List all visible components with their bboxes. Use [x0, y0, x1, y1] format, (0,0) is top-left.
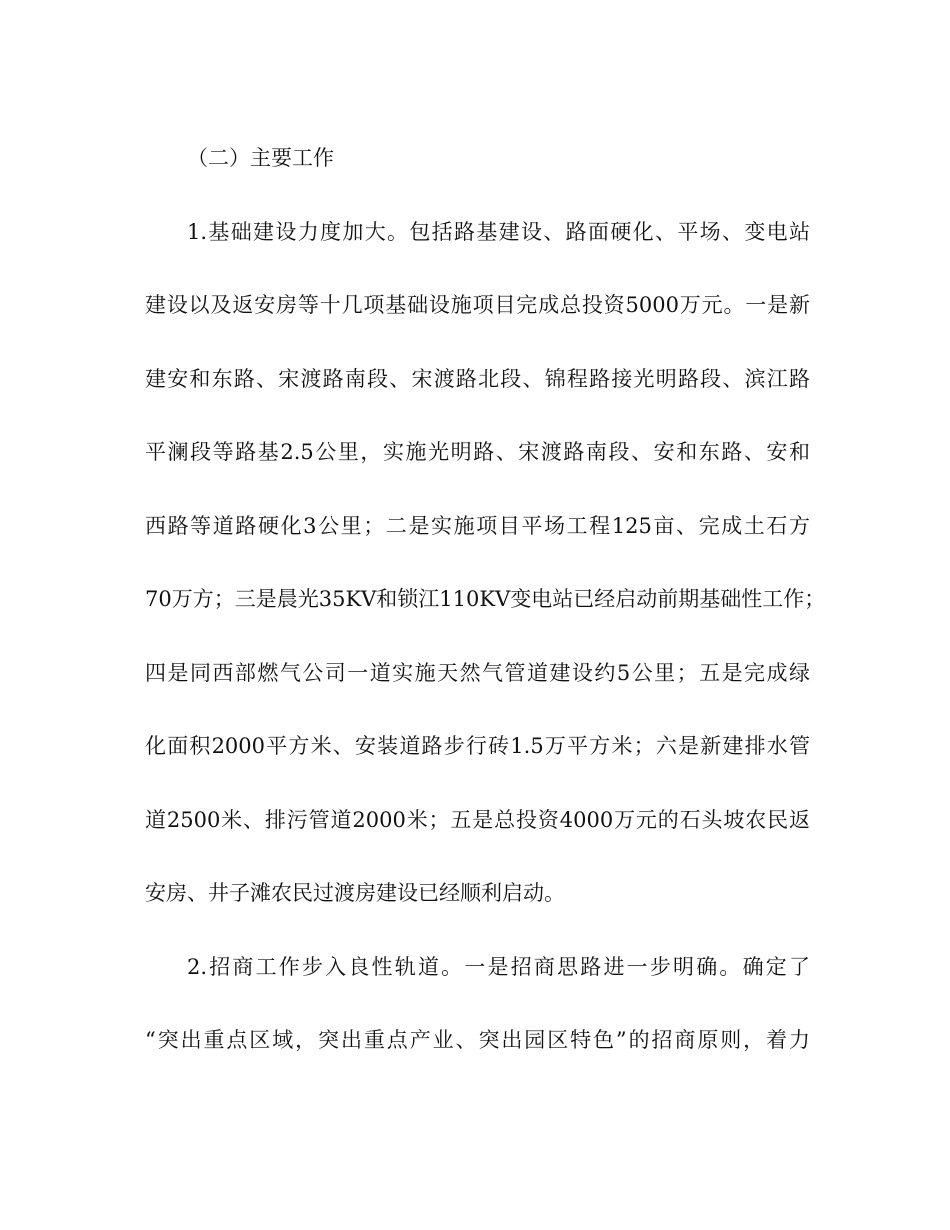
paragraph-line: 建设以及返安房等十几项基础设施项目完成总投资5000万元。一是新	[145, 293, 810, 317]
paragraph-line: 安房、井子滩农民过渡房建设已经顺利启动。	[145, 881, 565, 905]
paragraph-line: 四是同西部燃气公司一道实施天然气管道建设约5公里；五是完成绿	[145, 660, 810, 685]
paragraph-line: 1.基础建设力度加大。包括路基建设、路面硬化、平场、变电站	[187, 219, 810, 244]
paragraph-line: 建安和东路、宋渡路南段、宋渡路北段、锦程路接光明路段、滨江路	[145, 366, 810, 391]
paragraph-line: 70万方；三是晨光35KV和锁江110KV变电站已经启动前期基础性工作；	[145, 587, 826, 611]
paragraph-line: 化面积2000平方米、安装道路步行砖1.5万平方米；六是新建排水管	[145, 734, 810, 758]
paragraph-line: 西路等道路硬化3公里；二是实施项目平场工程125亩、完成土石方	[145, 513, 810, 538]
paragraph-infrastructure	[145, 214, 826, 949]
paragraph-line: 2.招商工作步入良性轨道。一是招商思路进一步明确。确定了	[187, 954, 810, 979]
paragraph-investment	[145, 949, 810, 1096]
section-heading: （二）主要工作	[187, 146, 334, 170]
paragraph-line: 道2500米、排污管道2000米；五是总投资4000万元的石头坡农民返	[145, 807, 810, 832]
paragraph-line: 平澜段等路基2.5公里，实施光明路、宋渡路南段、安和东路、安和	[145, 440, 810, 464]
document-body	[145, 140, 826, 1096]
paragraph-line: “突出重点区域，突出重点产业、突出园区特色”的招商原则，着力	[145, 1028, 810, 1052]
